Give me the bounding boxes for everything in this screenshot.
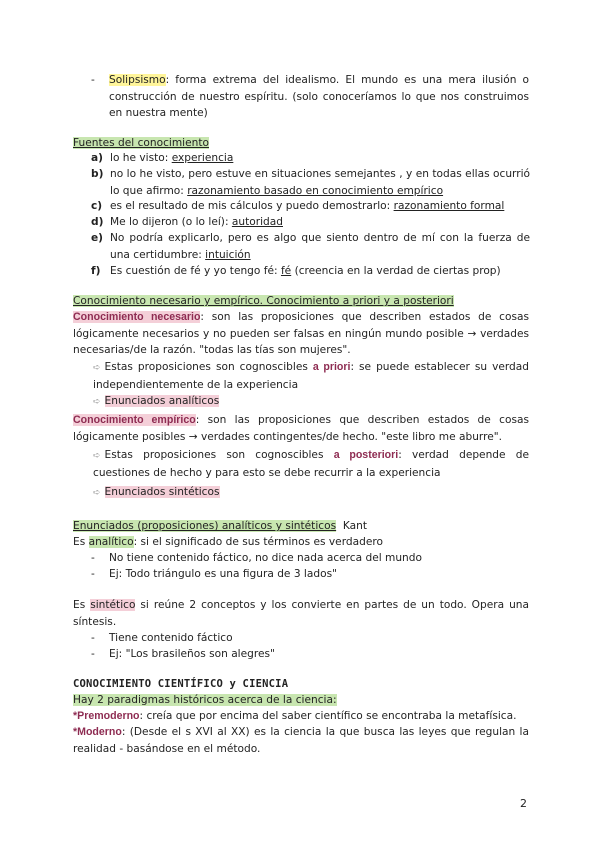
enunciados-author: Kant — [342, 520, 367, 532]
premoderno-term: Premoderno — [77, 710, 140, 722]
empirico-text: : son las proposiciones que describen estados de cosas lógicamente posibles → verdades contingentes/de hecho. "este libro me aburre". — [73, 414, 529, 443]
solipsismo-term: Solipsismo — [109, 74, 166, 86]
item-label: b) — [91, 168, 104, 180]
solipsismo-text: : forma extrema del idealismo. El mundo es una mera ilusión o construcción de nuestro espíritu. (solo conoceríamos lo que nos construimos en nuestra mente) — [109, 74, 529, 119]
necesario-sub1: ➪ Estas proposiciones son cognoscibles a priori: se puede establecer su verdad independientemente de la experiencia — [93, 361, 529, 391]
necesario-heading-text: Conocimiento necesario y empírico. Conocimiento a priori y a posteriori — [73, 295, 454, 307]
arrow-icon: ➪ — [93, 397, 101, 407]
sintetico-term: sintético — [90, 599, 136, 611]
moderno-term: Moderno — [77, 726, 122, 738]
item-text: No podría explicarlo, pero es algo que siento dentro de mí con la fuerza de una certidumbre: intuición — [110, 232, 530, 261]
analitico-definition: Es analítico: si el significado de sus términos es verdadero — [73, 536, 383, 548]
item-text: es el resultado de mis cálculos y puedo demostrarlo: razonamiento formal — [110, 200, 505, 212]
enunciados-heading — [73, 518, 367, 535]
empirico-sub1: ➪ Estas proposiciones son cognoscibles a posteriori: verdad depende de cuestiones de hecho y para esto se debe recurrir a la experiencia — [93, 449, 529, 479]
item-label: c) — [91, 200, 103, 212]
ciencia-sub-text: Hay 2 paradigmas históricos acerca de la ciencia: — [73, 694, 337, 706]
sintetico-definition: Es sintético si reúne 2 conceptos y los convierte en partes de un todo. Opera una síntesis. — [73, 599, 529, 628]
arrow-icon: ➪ — [93, 363, 101, 373]
empirico-term: Conocimiento empírico — [73, 414, 196, 426]
moderno-paragraph: *Moderno: (Desde el s XVI al XX) es la ciencia la que busca las leyes que regulan la realidad - basándose en el método. — [73, 726, 529, 755]
sinteticos-label: Enunciados sintéticos — [104, 486, 220, 498]
item-label: d) — [91, 216, 104, 228]
solipsismo-dash: - — [91, 74, 95, 86]
item-text: lo he visto: experiencia — [110, 152, 234, 164]
item-text: Me lo dijeron (o lo leí): autoridad — [110, 216, 283, 228]
arrow-icon: ➪ — [93, 451, 101, 461]
item-label: f) — [91, 265, 101, 277]
necesario-text: : son las proposiciones que describen estados de cosas lógicamente necesarios y no pueden ser falsas en ningún mundo posible → verdades necesarias/de la razón. "todas las tías son mujeres". — [73, 311, 529, 356]
necesario-paragraph — [73, 309, 529, 359]
a-posteriori-term: a posteriori — [333, 449, 399, 461]
empirico-paragraph — [73, 412, 529, 445]
ciencia-heading: CONOCIMIENTO CIENTÍFICO y CIENCIA — [73, 678, 289, 690]
analitico-item-1: - No tiene contenido fáctico, no dice nada acerca del mundo — [91, 552, 422, 564]
necesario-sub2 — [93, 393, 219, 411]
enunciados-heading-text: Enunciados (proposiciones) analíticos y sintéticos — [73, 520, 337, 532]
empirico-sub2 — [93, 484, 220, 502]
sintetico-item-2: - Ej: "Los brasileños son alegres" — [91, 648, 275, 660]
fuentes-heading-text: Fuentes del conocimiento — [73, 137, 209, 149]
solipsismo-paragraph — [109, 72, 529, 122]
item-text: Es cuestión de fé y yo tengo fé: fé (creencia en la verdad de ciertas prop) — [110, 265, 501, 277]
a-priori-term: a priori — [312, 361, 351, 373]
item-label: e) — [91, 232, 104, 244]
analitico-item-2: - Ej: Todo triángulo es una figura de 3 lados" — [91, 568, 337, 580]
page-number: 2 — [520, 797, 527, 810]
item-text: no lo he visto, pero estuve en situaciones semejantes , y en todas ellas ocurrió lo que afirmo: razonamiento basado en conocimiento empírico — [110, 168, 530, 197]
necesario-heading — [73, 293, 454, 310]
ciencia-sub — [73, 692, 337, 709]
item-label: a) — [91, 152, 103, 164]
analiticos-label: Enunciados analíticos — [104, 395, 220, 407]
arrow-icon: ➪ — [93, 488, 101, 498]
analitico-term: analítico — [88, 536, 134, 548]
sintetico-item-1: - Tiene contenido fáctico — [91, 632, 233, 644]
necesario-term: Conocimiento necesario — [73, 311, 201, 323]
premoderno-paragraph: *Premoderno: creía que por encima del saber científico se encontraba la metafísica. — [73, 710, 517, 722]
